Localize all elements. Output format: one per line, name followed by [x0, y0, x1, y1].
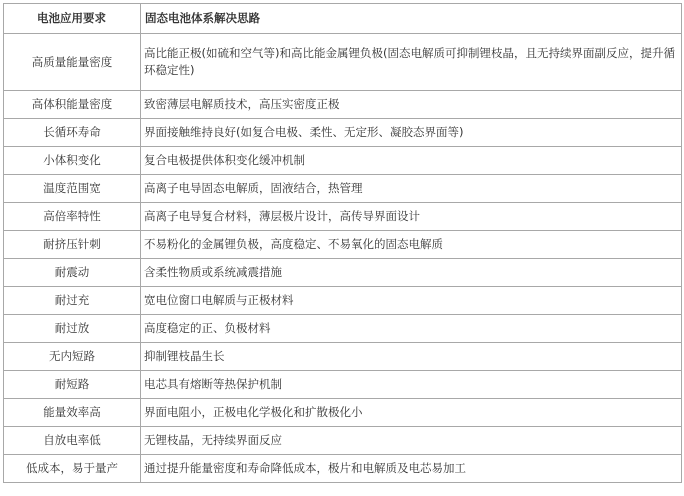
table-row	[4, 34, 682, 91]
solution-cell: 高度稳定的正、负极材料	[141, 315, 682, 343]
requirement-cell: 耐过放	[4, 315, 141, 343]
requirement-cell: 高体积能量密度	[4, 91, 141, 119]
solution-cell: 致密薄层电解质技术，高压实密度正极	[141, 91, 682, 119]
table-row	[4, 315, 682, 343]
requirement-cell: 耐挤压针刺	[4, 231, 141, 259]
table-row	[4, 119, 682, 147]
requirement-cell: 小体积变化	[4, 147, 141, 175]
table-row	[4, 287, 682, 315]
requirement-cell: 无内短路	[4, 343, 141, 371]
table-row	[4, 175, 682, 203]
table-row	[4, 231, 682, 259]
requirement-cell: 能量效率高	[4, 399, 141, 427]
requirement-cell: 低成本，易于量产	[4, 455, 141, 483]
header-solution: 固态电池体系解决思路	[141, 4, 682, 34]
solution-cell: 复合电极提供体积变化缓冲机制	[141, 147, 682, 175]
table-row	[4, 427, 682, 455]
requirement-cell: 耐过充	[4, 287, 141, 315]
solution-cell: 高离子电导固态电解质，固液结合，热管理	[141, 175, 682, 203]
table-row	[4, 203, 682, 231]
solution-cell: 高离子电导复合材料，薄层极片设计，高传导界面设计	[141, 203, 682, 231]
solution-cell: 含柔性物质或系统减震措施	[141, 259, 682, 287]
requirement-cell: 自放电率低	[4, 427, 141, 455]
solution-cell: 界面接触维持良好(如复合电极、柔性、无定形、凝胶态界面等)	[141, 119, 682, 147]
table-header-row	[4, 4, 682, 34]
table-row	[4, 91, 682, 119]
header-requirement: 电池应用要求	[4, 4, 141, 34]
solution-cell: 高比能正极(如硫和空气等)和高比能金属锂负极(固态电解质可抑制锂枝晶，且无持续界面副反应，提升循环稳定性)	[141, 34, 682, 91]
solution-cell: 不易粉化的金属锂负极，高度稳定、不易氧化的固态电解质	[141, 231, 682, 259]
requirement-cell: 温度范围宽	[4, 175, 141, 203]
table-row	[4, 259, 682, 287]
table-row	[4, 371, 682, 399]
solution-cell: 抑制锂枝晶生长	[141, 343, 682, 371]
table-row	[4, 147, 682, 175]
requirement-cell: 高倍率特性	[4, 203, 141, 231]
requirement-cell: 耐震动	[4, 259, 141, 287]
table-row	[4, 343, 682, 371]
table-row	[4, 455, 682, 483]
requirement-cell: 长循环寿命	[4, 119, 141, 147]
requirement-cell: 高质量能量密度	[4, 34, 141, 91]
solution-cell: 宽电位窗口电解质与正极材料	[141, 287, 682, 315]
battery-requirements-table	[3, 3, 682, 483]
solution-cell: 通过提升能量密度和寿命降低成本，极片和电解质及电芯易加工	[141, 455, 682, 483]
table-row	[4, 399, 682, 427]
solution-cell: 无锂枝晶，无持续界面反应	[141, 427, 682, 455]
solution-cell: 电芯具有熔断等热保护机制	[141, 371, 682, 399]
requirement-cell: 耐短路	[4, 371, 141, 399]
solution-cell: 界面电阻小，正极电化学极化和扩散极化小	[141, 399, 682, 427]
